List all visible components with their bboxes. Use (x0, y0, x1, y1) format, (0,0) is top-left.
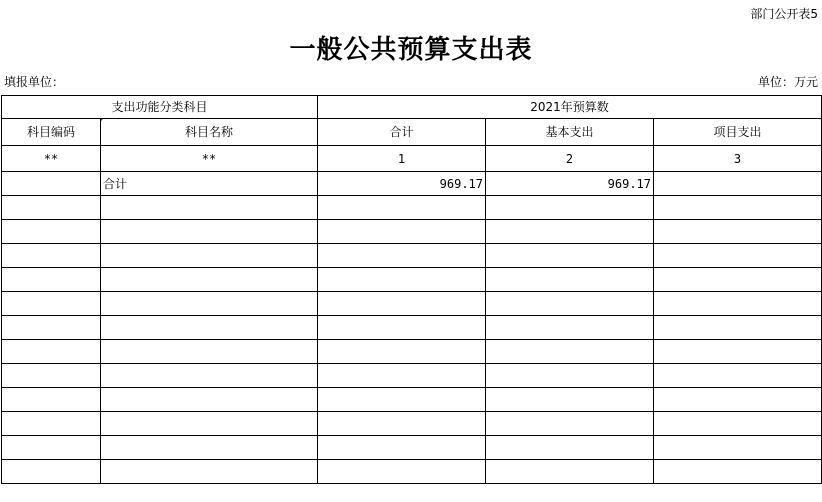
table-row (2, 460, 822, 484)
table-cell (101, 316, 318, 340)
group-header-row (2, 96, 822, 119)
total-column-header: 合计 (318, 119, 486, 146)
table-cell (486, 196, 654, 220)
table-cell (318, 388, 486, 412)
table-cell (654, 220, 822, 244)
table-row (2, 244, 822, 268)
table-cell (101, 244, 318, 268)
table-cell (2, 292, 101, 316)
table-cell (318, 292, 486, 316)
table-cell (318, 268, 486, 292)
table-cell (486, 316, 654, 340)
page-title: 一般公共预算支出表 (289, 35, 533, 65)
index-name-cell: ** (101, 146, 318, 172)
total-amount-cell: 969.17 (318, 172, 486, 196)
table-row (2, 436, 822, 460)
table-row (2, 292, 822, 316)
table-cell (486, 460, 654, 484)
table-cell (101, 340, 318, 364)
table-cell (654, 316, 822, 340)
table-cell (318, 316, 486, 340)
table-cell (486, 244, 654, 268)
index-project-cell: 3 (654, 146, 822, 172)
table-cell (318, 196, 486, 220)
table-cell (486, 412, 654, 436)
table-cell (318, 460, 486, 484)
table-row (2, 316, 822, 340)
table-cell (2, 220, 101, 244)
filler-unit-label: 填报单位： (4, 75, 65, 89)
table-cell (654, 244, 822, 268)
table-row (2, 364, 822, 388)
table-cell (654, 268, 822, 292)
table-cell (654, 436, 822, 460)
table-cell (101, 220, 318, 244)
table-row (2, 412, 822, 436)
table-cell (654, 364, 822, 388)
function-category-header: 支出功能分类科目 (2, 96, 318, 119)
table-cell (486, 340, 654, 364)
basic-column-header: 基本支出 (486, 119, 654, 146)
table-cell (486, 436, 654, 460)
table-cell (654, 340, 822, 364)
table-cell (318, 340, 486, 364)
name-column-header (101, 119, 318, 146)
table-cell (2, 364, 101, 388)
table-cell (101, 364, 318, 388)
table-cell (2, 268, 101, 292)
table-row (2, 388, 822, 412)
table-cell (486, 268, 654, 292)
table-cell (318, 244, 486, 268)
table-cell (2, 460, 101, 484)
table-cell (101, 388, 318, 412)
table-cell (486, 220, 654, 244)
table-cell (2, 316, 101, 340)
table-cell (2, 196, 101, 220)
table-cell (101, 292, 318, 316)
column-header-row (2, 119, 822, 146)
table-cell (486, 364, 654, 388)
total-row (2, 172, 822, 196)
code-column-header: 科目编码 (2, 119, 101, 146)
table-cell (318, 220, 486, 244)
name-column-header-text: 科目名称 (185, 125, 234, 139)
table-cell (101, 196, 318, 220)
table-cell (654, 412, 822, 436)
table-cell (101, 412, 318, 436)
index-row (2, 146, 822, 172)
table-cell (101, 460, 318, 484)
table-cell (654, 196, 822, 220)
total-project-cell (654, 172, 822, 196)
unit-label: 单位：万元 (757, 75, 818, 89)
table-cell (101, 268, 318, 292)
table-row (2, 340, 822, 364)
table-cell (318, 436, 486, 460)
table-cell (318, 364, 486, 388)
table-cell (2, 412, 101, 436)
index-total-cell: 1 (318, 146, 486, 172)
expenditure-table (1, 95, 822, 484)
table-row (2, 196, 822, 220)
total-name-cell: 合计 (101, 172, 318, 196)
table-cell (486, 292, 654, 316)
total-code-cell (2, 172, 101, 196)
table-cell (2, 340, 101, 364)
table-cell (2, 436, 101, 460)
table-row (2, 220, 822, 244)
index-basic-cell: 2 (486, 146, 654, 172)
table-cell (654, 460, 822, 484)
table-cell (654, 388, 822, 412)
table-cell (101, 436, 318, 460)
table-cell (318, 412, 486, 436)
table-cell (2, 244, 101, 268)
project-column-header: 项目支出 (654, 119, 822, 146)
form-number: 部门公开表5 (750, 7, 818, 21)
table-cell (486, 388, 654, 412)
table-cell (654, 292, 822, 316)
table-row (2, 268, 822, 292)
table-cell (2, 388, 101, 412)
total-basic-cell: 969.17 (486, 172, 654, 196)
index-code-cell: ** (2, 146, 101, 172)
budget-year-header: 2021年预算数 (318, 96, 822, 119)
